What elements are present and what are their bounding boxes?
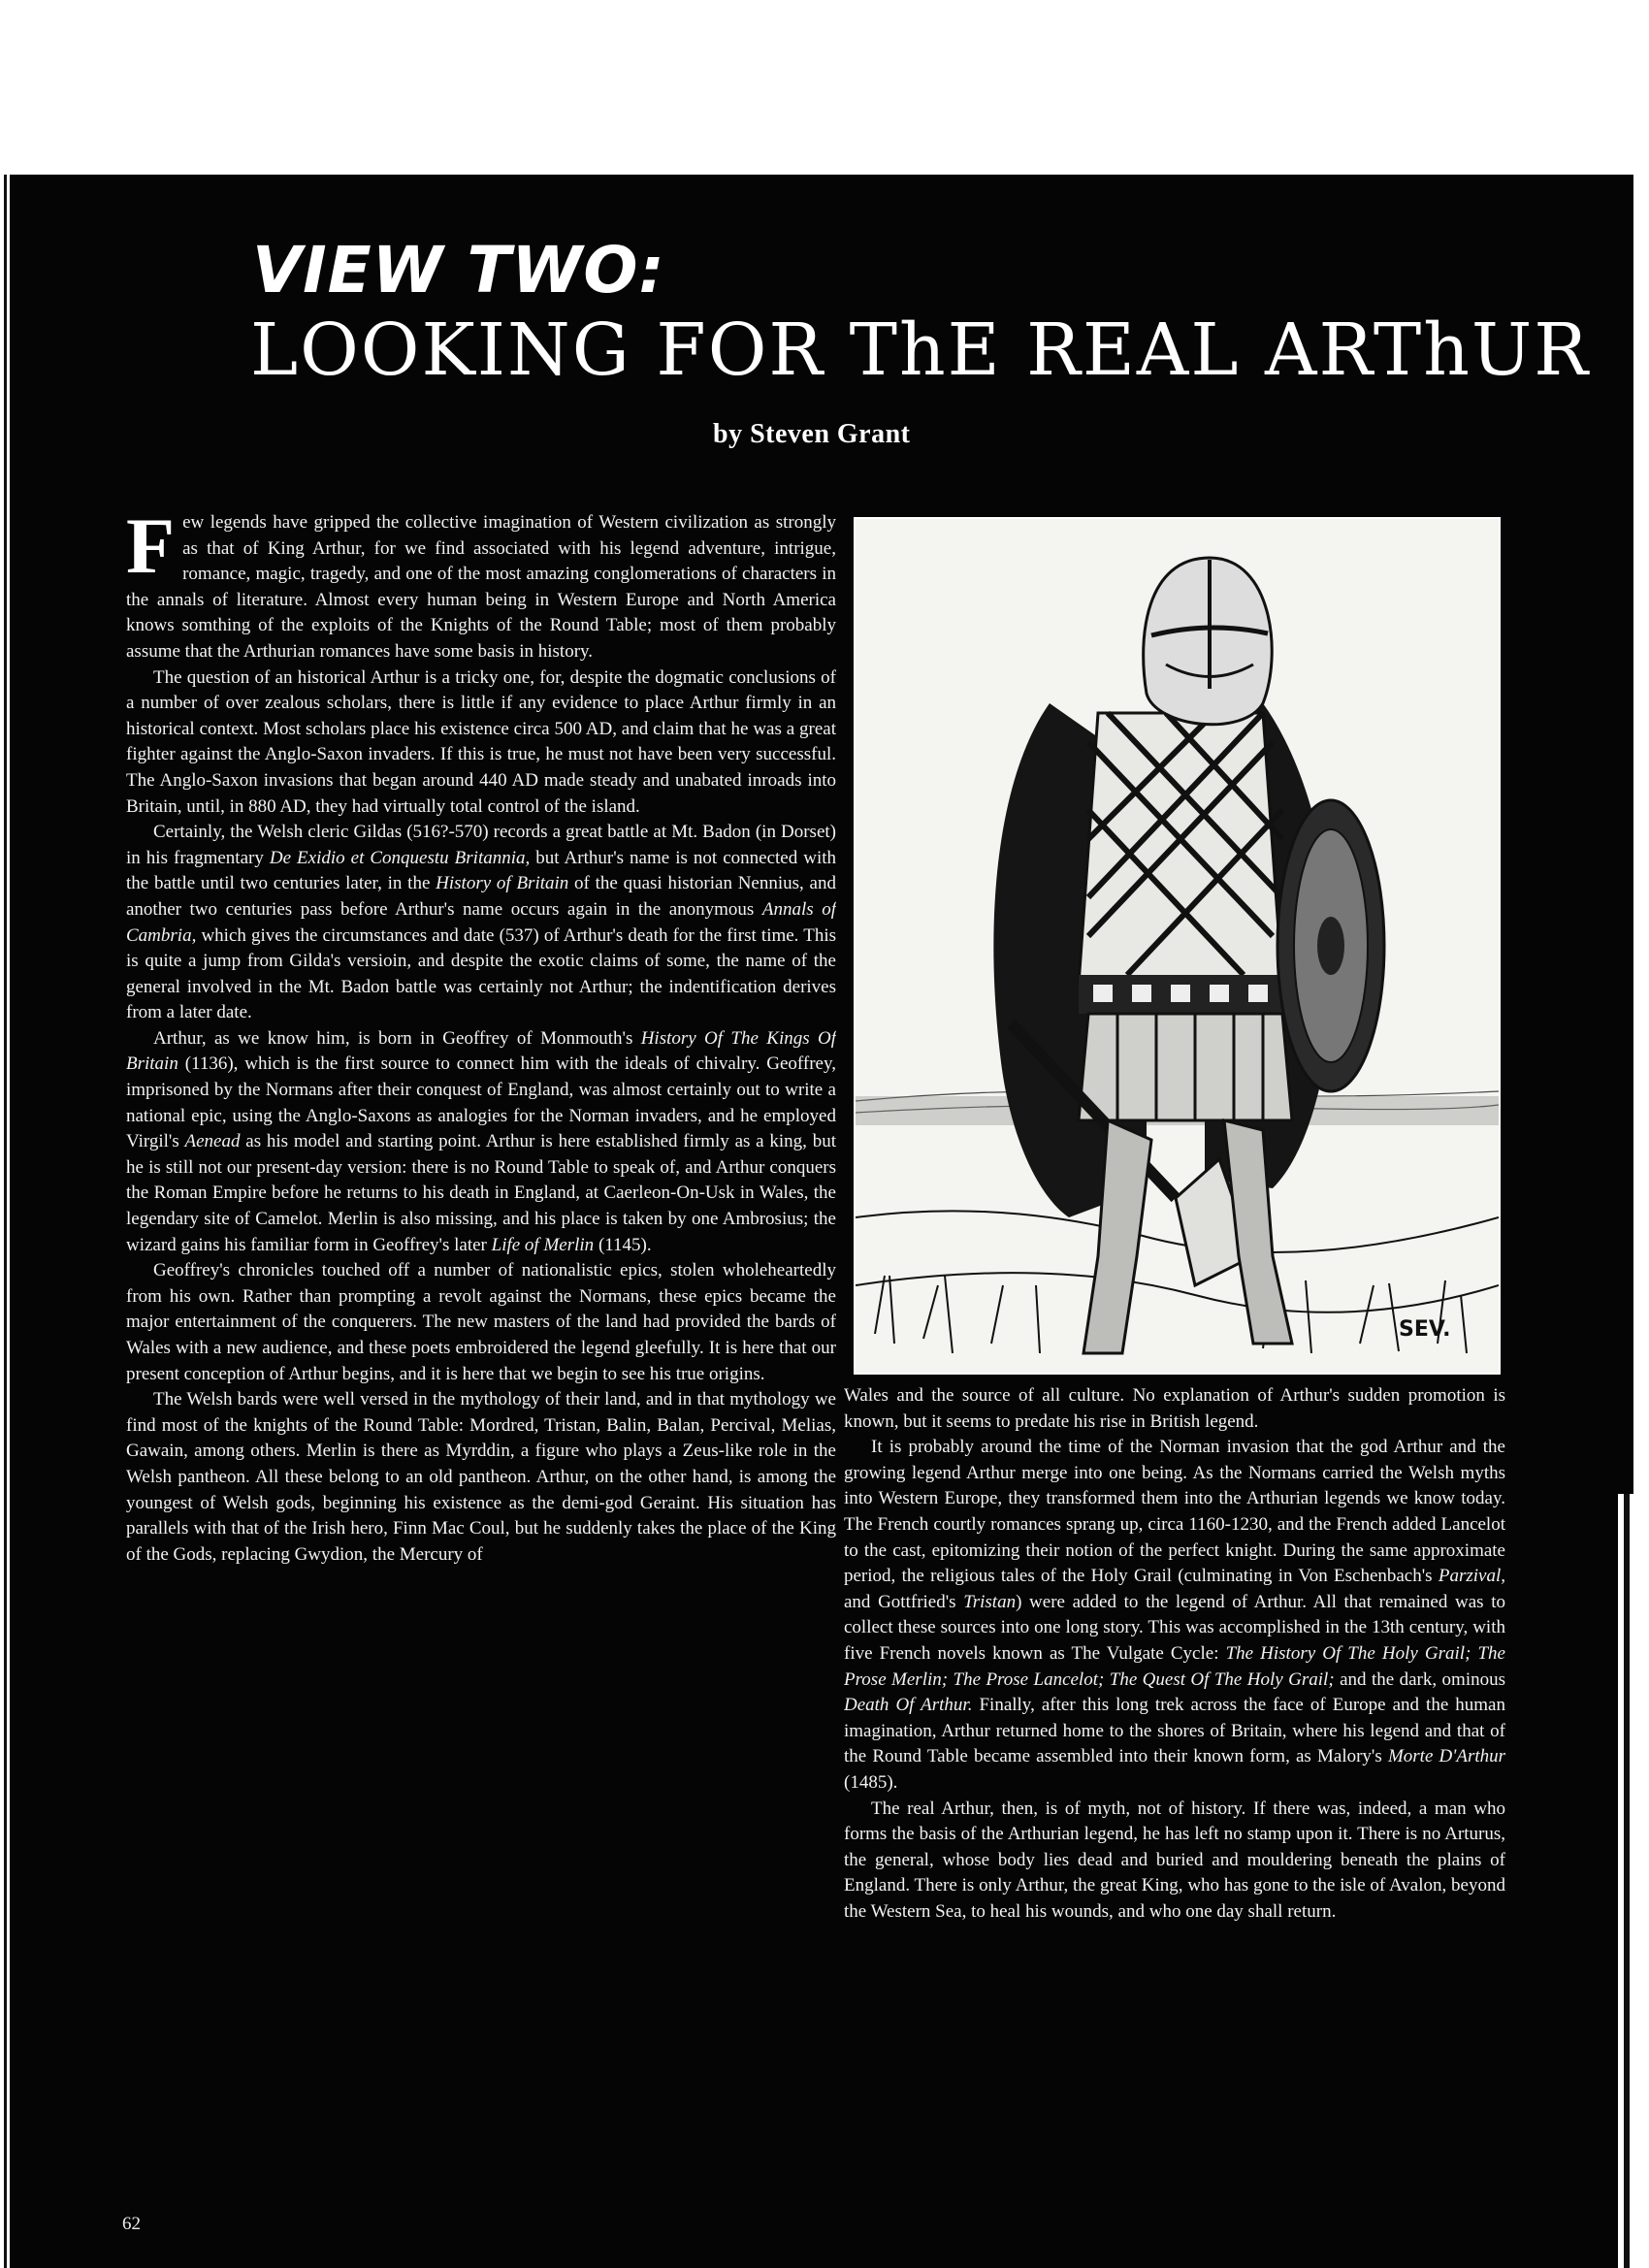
paragraph-1: Few legends have gripped the collective imagination of Western civilization as strongly as that of King Arthur, for we find associated with his legend adventure, intrigue, romance, magic, tragedy, and one of the most amazing conglomerations of characters in the annals of literature. Almost every human being in Western Europe and North America knows somthing of the exploits of the Knights of the Round Table; most of them probably assume that the Arthurian romances have some basis in history. — [126, 510, 836, 662]
left-margin-rule — [0, 175, 10, 2268]
arthur-illustration — [854, 517, 1501, 1375]
artist-signature: SEV. — [1399, 1317, 1451, 1342]
right-column — [844, 1383, 1505, 2198]
paragraph-3: Certainly, the Welsh cleric Gildas (516?-570) records a great battle at Mt. Badon (in Dorset) in his fragmentary De Exidio et Conquestu Britannia, but Arthur's name is not connected with the battle until two centuries later, in the History of Britain of the quasi historian Nennius, and another two centuries pass before Arthur's name occurs again in the anonymous Annals of Cambria, which gives the circumstances and date (537) of Arthur's death for the first time. This is quite a jump from Gilda's versioin, and despite the exotic claims of some, the name of the general involved in the Mt. Badon battle was certainly not Arthur; the indentification derives from a later date. — [126, 822, 836, 1023]
paragraph-5: Geoffrey's chronicles touched off a number of nationalistic epics, stolen wholeheartedly from his own. Rather than prompting a revolt against the Normans, these epics became the major entertainment of the conquerers. The new masters of the land had provided the bards of Wales with a new audience, and these poets embroidered the legend gleefully. It is here that our present conception of Arthur begins, and it is here that we begin to see his true origins. — [126, 1260, 836, 1384]
right-edge-mark — [1618, 1494, 1639, 2268]
byline: by Steven Grant — [713, 419, 911, 449]
paragraph-4: Arthur, as we know him, is born in Geoffrey of Monmouth's History Of The Kings Of Britain (1136), which is the first source to connect him with the ideals of chivalry. Geoffrey, imprisoned by the Normans after their conquest of England, was almost certainly out to write a national epic, using the Anglo-Saxons as analogies for the Norman invaders, and he employed Virgil's Aenead as his model and starting point. Arthur is here established firmly as a king, but he is still not our present-day version: there is no Round Table to speak of, and Arthur conquers the Roman Empire before he returns to his death in England, at Caerleon-On-Usk in Wales, the legendary site of Camelot. Merlin is also missing, and his place is taken by one Ambrosius; the wizard gains his familiar form in Geoffrey's later Life of Merlin (1145). — [126, 1027, 836, 1255]
left-column — [126, 510, 836, 2198]
knight-drawing-icon — [856, 519, 1499, 1373]
page-number: 62 — [122, 2214, 141, 2234]
article-title: LOOKING FOR ThE REAL ARThUR — [250, 308, 1590, 392]
right-paragraph-1: Wales and the source of all culture. No explanation of Arthur's sudden promotion is known, but it seems to predate his rise in British legend. — [844, 1385, 1505, 1432]
right-paragraph-3: The real Arthur, then, is of myth, not of history. If there was, indeed, a man who forms the basis of the Arthurian legend, he has left no stamp upon it. There is no Arturus, the general, whose body lies dead and buried and mouldering beneath the plains of England. There is only Arthur, the great King, who has gone to the isle of Avalon, beyond the Western Sea, to heal his wounds, and who one day shall return. — [844, 1798, 1505, 1922]
kicker-heading: VIEW TWO: — [252, 233, 665, 308]
paragraph-6: The Welsh bards were well versed in the mythology of their land, and in that mythology we find most of the knights of the Round Table: Mordred, Tristan, Balin, Balan, Percival, Melias, Gawain, among others. Merlin is there as Myrddin, a figure who plays a Zeus-like role in the Welsh pantheon. All these belong to an old pantheon. Arthur, on the other hand, is among the youngest of Welsh gods, beginning his existence as the demi-god Geraint. His situation has parallels with that of the Irish hero, Finn Mac Coul, but he suddenly takes the place of the King of the Gods, replacing Gwydion, the Mercury of — [126, 1389, 836, 1565]
drop-cap: F — [126, 510, 176, 590]
right-paragraph-2: It is probably around the time of the Norman invasion that the god Arthur and the growing legend Arthur merge into one being. As the Normans carried the Welsh myths into Western Europe, they transformed them into the Arthurian legends we know today. The French courtly romances sprang up, circa 1160-1230, and the French added Lancelot to the cast, epitomizing their notion of the perfect knight. During the same approximate period, the religious tales of the Holy Grail (culminating in Von Eschenbach's Parzival, and Gottfried's Tristan) were added to the legend of Arthur. All that remained was to collect these sources into one long story. This was accomplished in the 13th century, with five French novels known as The Vulgate Cycle: The History Of The Holy Grail; The Prose Merlin; The Prose Lancelot; The Quest Of The Holy Grail; and the dark, ominous Death Of Arthur. Finally, after this long trek across the face of Europe and the human imagination, Arthur returned home to the shores of Britain, where his legend and that of the Round Table became assembled into their known form, as Malory's Morte D'Arthur (1485). — [844, 1437, 1505, 1793]
paragraph-2: The question of an historical Arthur is a tricky one, for, despite the dogmatic conclusions of a number of over zealous scholars, there is little if any evidence to place Arthur firmly in an historical context. Most scholars place his existence circa 500 AD, and claim that he was a great fighter against the Anglo-Saxon invaders. If this is true, he must not have been very successful. The Anglo-Saxon invasions that began around 440 AD made steady and unabated inroads into Britain, until, in 880 AD, they had virtually total control of the island. — [126, 666, 836, 817]
